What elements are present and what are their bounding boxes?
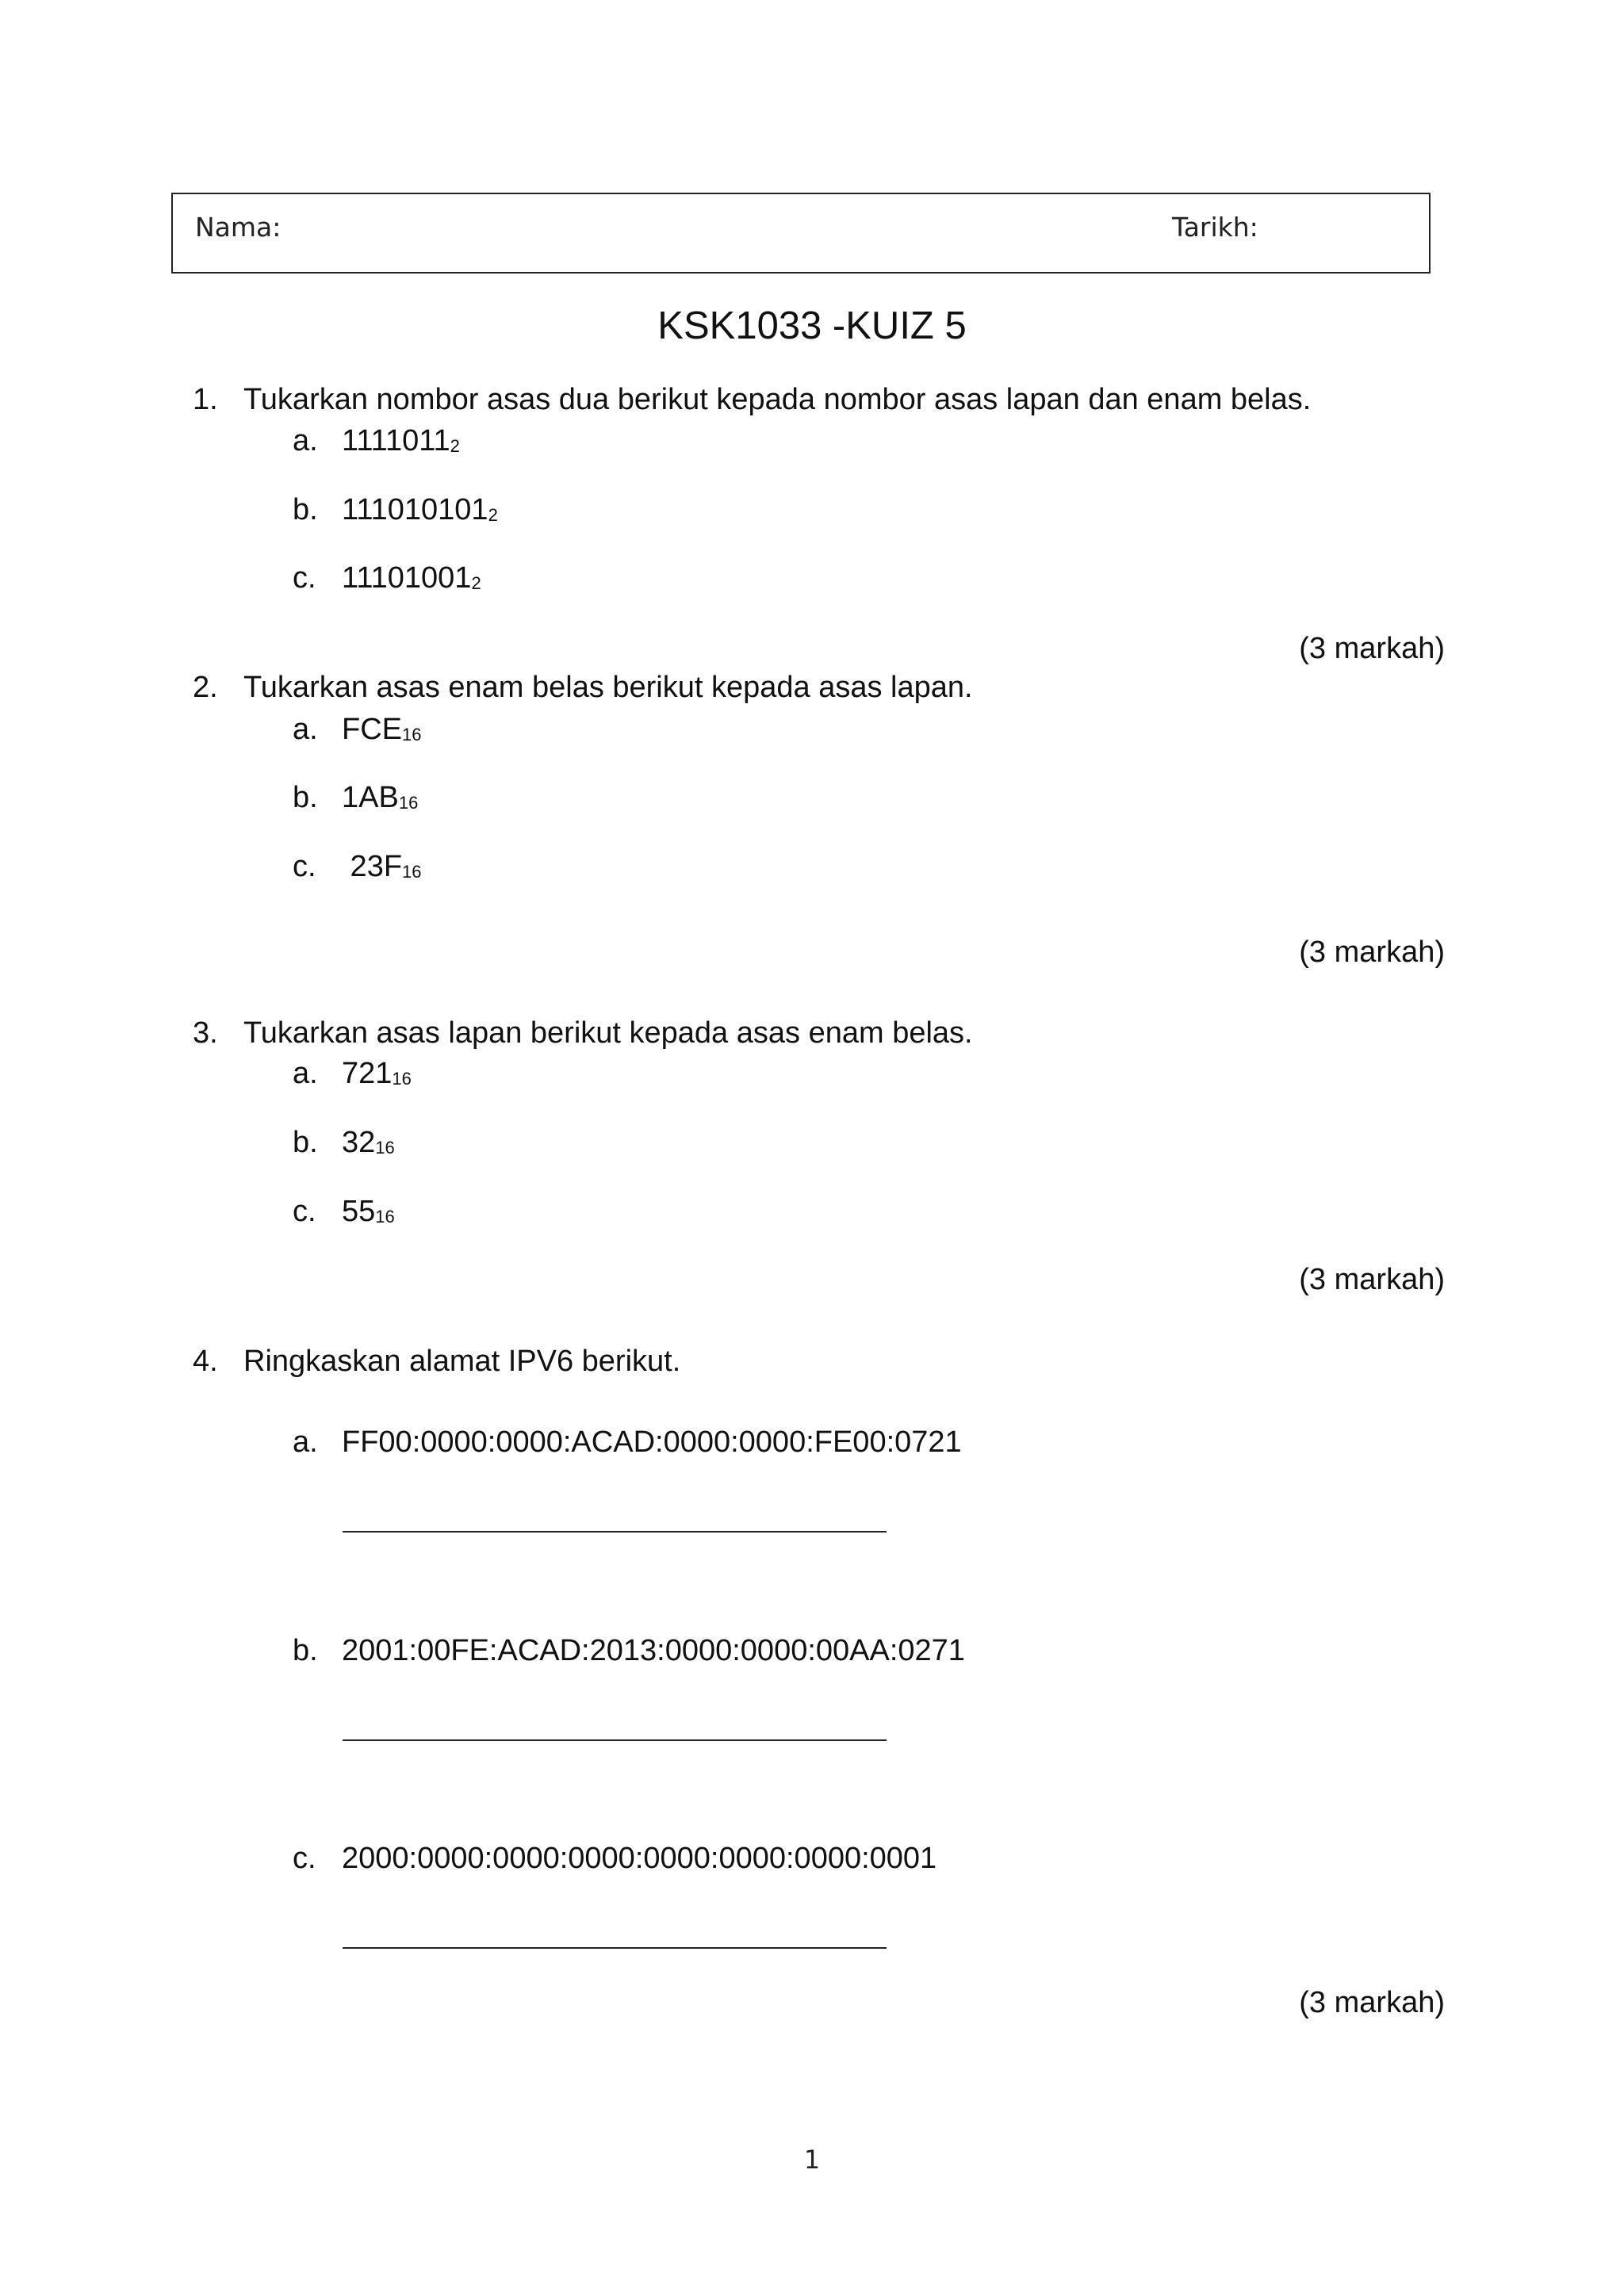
q1-marks: (3 markah) <box>1299 632 1445 665</box>
nama-label: Nama: <box>195 212 282 243</box>
q4-marks: (3 markah) <box>1299 1986 1445 2019</box>
answer-line[interactable] <box>343 1739 887 1741</box>
q1-item-a: a. $1111011_2$ <box>293 424 460 457</box>
q4-item-a: a. FF00:0000:0000:ACAD:0000:0000:FE00:0721 <box>293 1425 962 1459</box>
question-1 <box>193 383 1311 417</box>
question-text: Tukarkan asas lapan berikut kepada asas enam belas. <box>243 1016 973 1050</box>
answer-line[interactable] <box>343 1947 887 1949</box>
q4-item-b: b. 2001:00FE:ACAD:2013:0000:0000:00AA:0271 <box>293 1634 965 1667</box>
q2-item-a: a. $FCE_{16}$ <box>293 713 422 746</box>
quiz-title: KSK1033 -KUIZ 5 <box>657 304 967 347</box>
question-2 <box>193 671 973 705</box>
question-number: 3. <box>193 1016 218 1050</box>
q2-item-c: c. $23F_{16}$ <box>293 850 422 883</box>
q2-marks: (3 markah) <box>1299 936 1445 969</box>
q3-item-b: b. $32_{16}$ <box>293 1126 395 1159</box>
q3-item-a: a. $721_{16}$ <box>293 1057 412 1090</box>
q1-item-b: b. $111010101_2$ <box>293 493 498 526</box>
q1-item-c: c. $11101001_2$ <box>293 561 481 595</box>
question-number: 2. <box>193 671 218 704</box>
question-number: 1. <box>193 383 218 416</box>
question-number: 4. <box>193 1345 218 1378</box>
tarikh-label: Tarikh: <box>1172 212 1258 243</box>
question-text: Tukarkan asas enam belas berikut kepada asas lapan. <box>243 671 973 704</box>
student-info-box <box>171 193 1431 274</box>
page-number: 1 <box>803 2145 821 2175</box>
answer-line[interactable] <box>343 1531 887 1533</box>
question-4 <box>193 1345 680 1379</box>
q3-marks: (3 markah) <box>1299 1263 1445 1296</box>
question-text: Ringkaskan alamat IPV6 berikut. <box>243 1345 681 1378</box>
question-3 <box>193 1016 973 1050</box>
q4-item-c: c. 2000:0000:0000:0000:0000:0000:0000:0001 <box>293 1842 937 1875</box>
question-text: Tukarkan nombor asas dua berikut kepada nombor asas lapan dan enam belas. <box>243 383 1312 416</box>
q2-item-b: b. $1AB_{16}$ <box>293 781 419 814</box>
q3-item-c: c. $55_{16}$ <box>293 1195 395 1228</box>
